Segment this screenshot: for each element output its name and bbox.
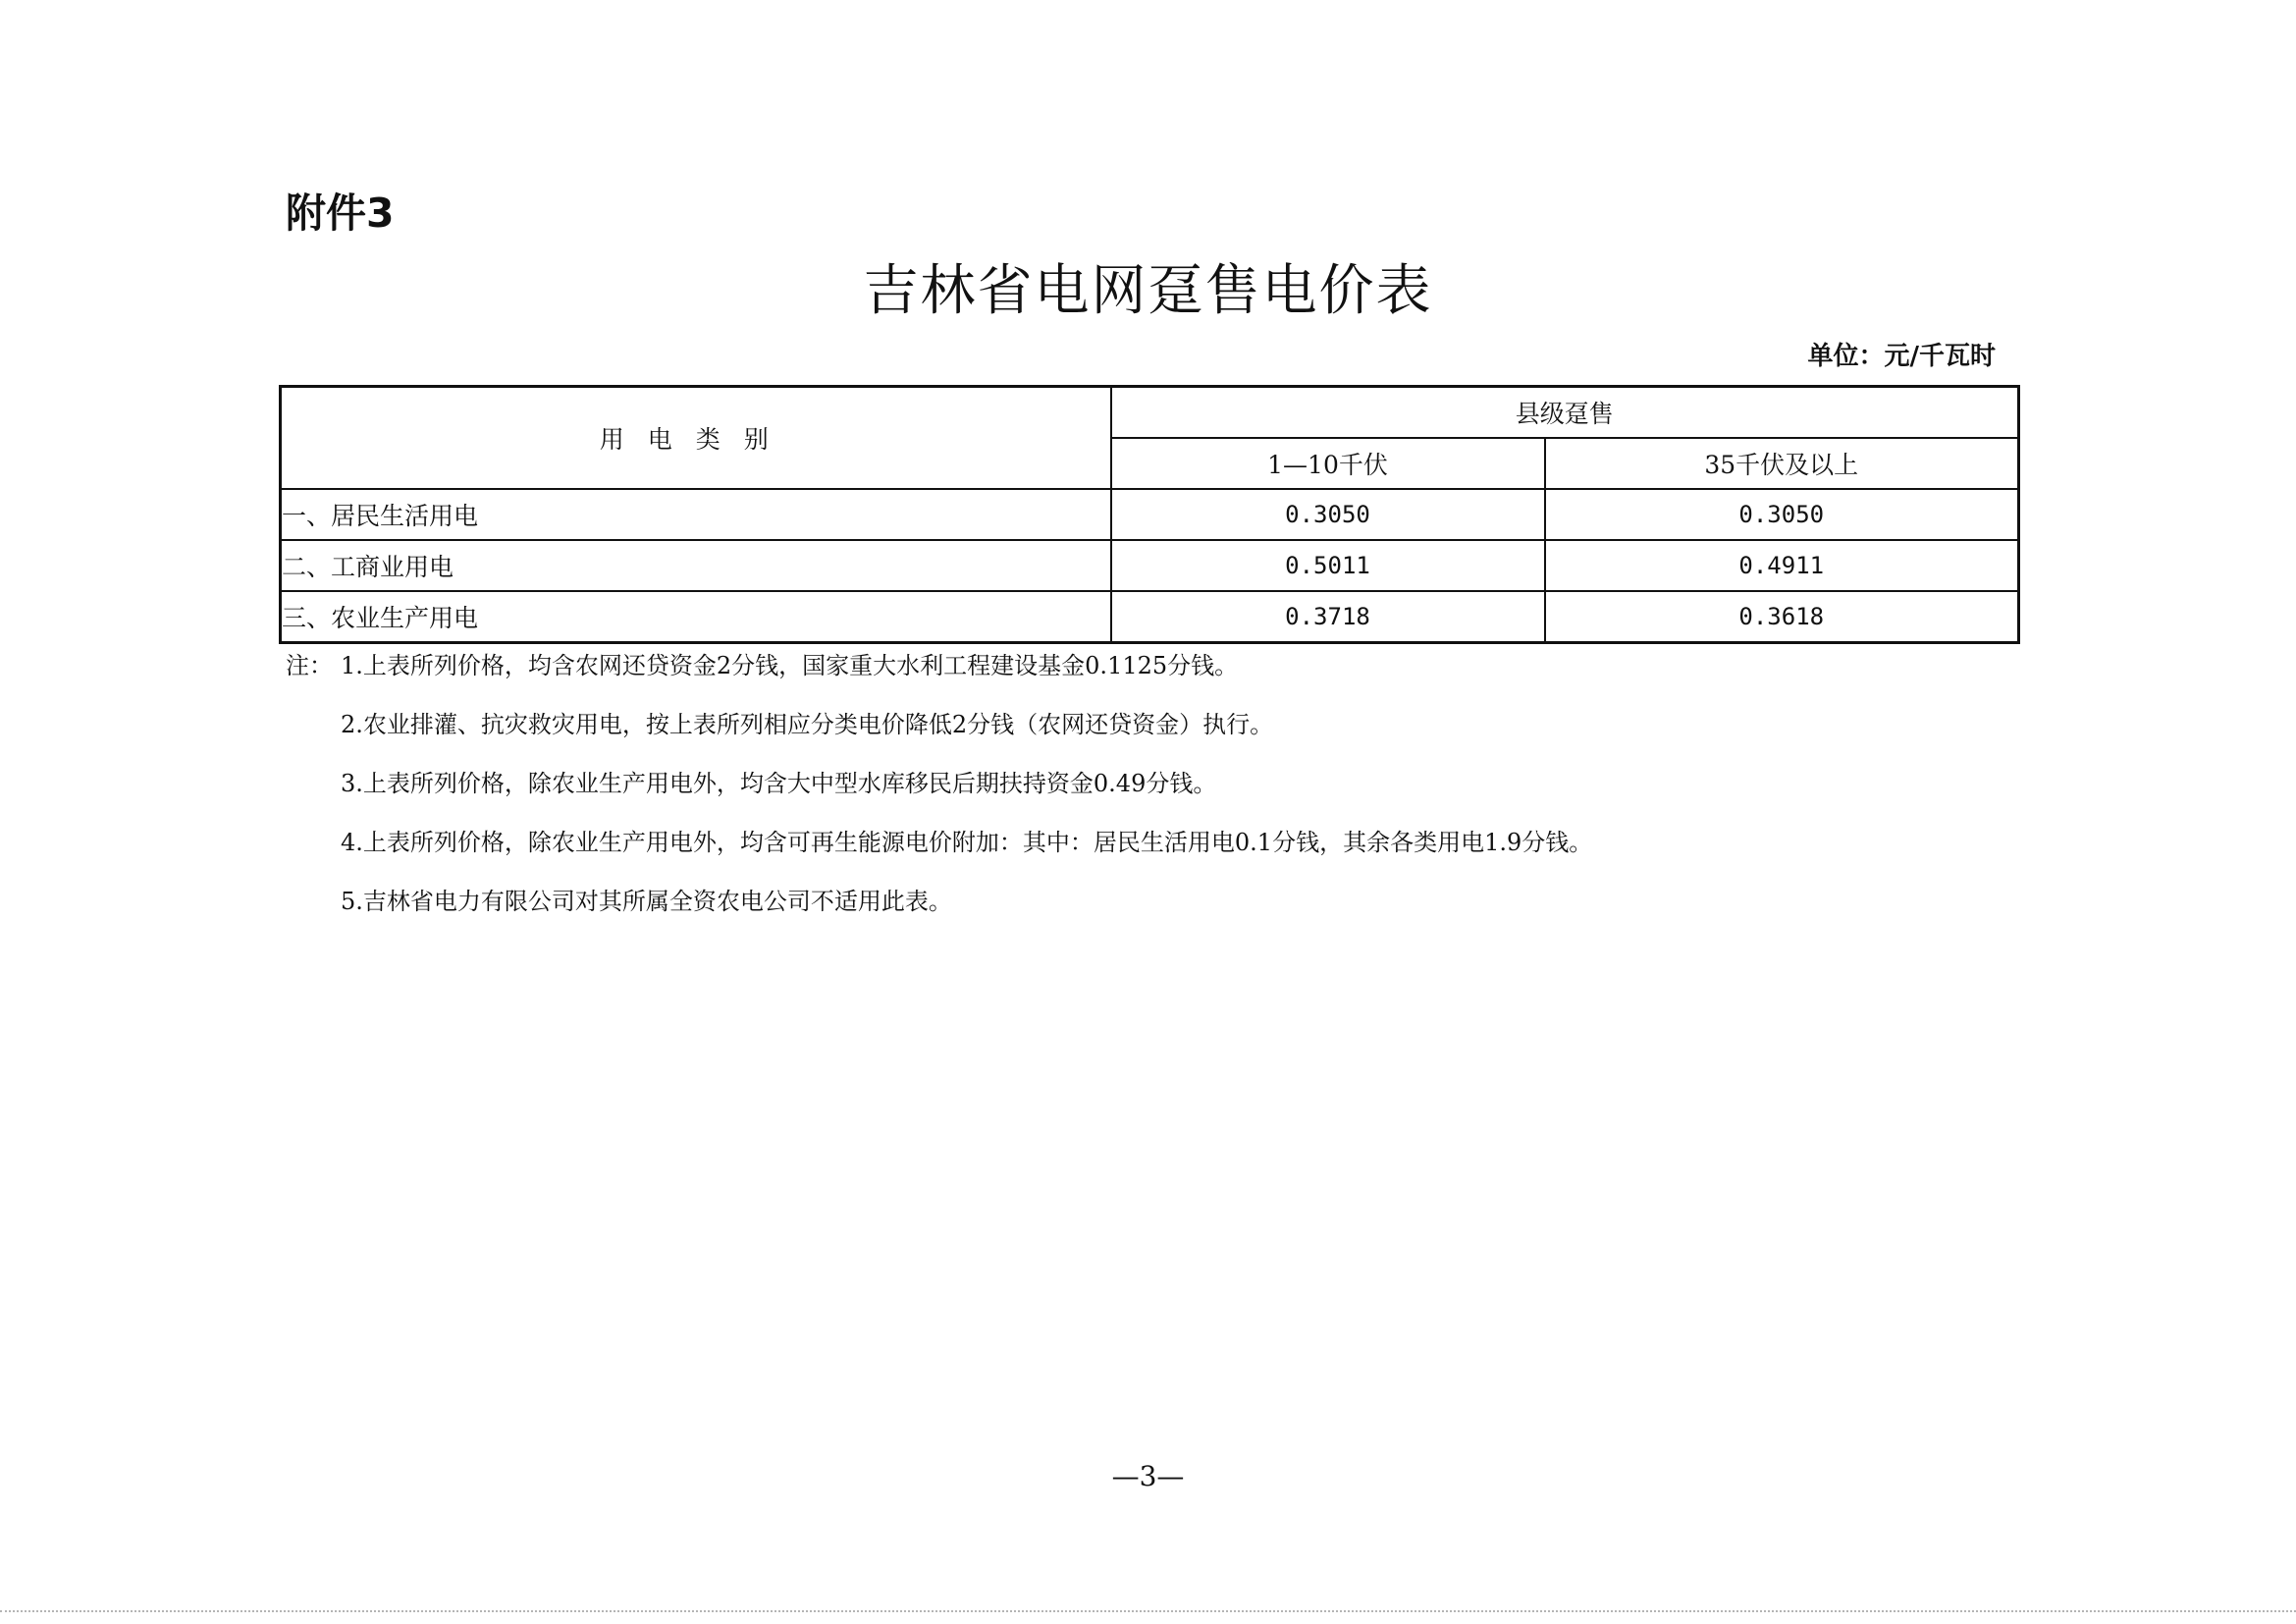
note-text: 1.上表所列价格，均含农网还贷资金2分钱，国家重大水利工程建设基金0.1125分钱。 bbox=[341, 652, 1239, 679]
table-row bbox=[281, 591, 2019, 643]
cell-value: 0.3050 bbox=[1111, 489, 1545, 540]
scan-edge-divider bbox=[0, 1610, 2296, 1612]
county-wholesale-header: 县级趸售 bbox=[1111, 387, 2019, 439]
notes-section bbox=[286, 648, 2013, 943]
note-item bbox=[286, 766, 2013, 825]
cell-value: 0.3050 bbox=[1545, 489, 2019, 540]
price-table bbox=[279, 385, 2020, 644]
cell-value: 0.3718 bbox=[1111, 591, 1545, 643]
cell-value: 0.4911 bbox=[1545, 540, 2019, 591]
note-text: 3.上表所列价格，除农业生产用电外，均含大中型水库移民后期扶持资金0.49分钱。 bbox=[341, 770, 1217, 797]
note-item bbox=[286, 648, 2013, 707]
cell-value: 0.3618 bbox=[1545, 591, 2019, 643]
note-item bbox=[286, 884, 2013, 943]
notes-prefix: 注： bbox=[286, 652, 333, 679]
note-text: 2.农业排灌、抗灾救灾用电，按上表所列相应分类电价降低2分钱（农网还贷资金）执行。 bbox=[341, 711, 1274, 738]
table-row bbox=[281, 540, 2019, 591]
row-label-industrial-commercial: 二、工商业用电 bbox=[281, 540, 1111, 591]
page-number: —3— bbox=[1111, 1460, 1185, 1492]
row-label-agricultural: 三、农业生产用电 bbox=[281, 591, 1111, 643]
category-header: 用电类别 bbox=[281, 387, 1111, 490]
note-item bbox=[286, 707, 2013, 766]
row-label-residential: 一、居民生活用电 bbox=[281, 489, 1111, 540]
note-item bbox=[286, 825, 2013, 884]
column-header-1-10kv: 1—10千伏 bbox=[1111, 438, 1545, 489]
note-text: 4.上表所列价格，除农业生产用电外，均含可再生能源电价附加：其中：居民生活用电0.1分钱，其余各类用电1.9分钱。 bbox=[341, 829, 1593, 856]
column-header-35kv-above: 35千伏及以上 bbox=[1545, 438, 2019, 489]
unit-label: 单位：元/千瓦时 bbox=[1807, 342, 1996, 371]
note-text: 5.吉林省电力有限公司对其所属全资农电公司不适用此表。 bbox=[341, 888, 952, 915]
cell-value: 0.5011 bbox=[1111, 540, 1545, 591]
page-title: 吉林省电网趸售电价表 bbox=[863, 259, 1433, 323]
table-header-row bbox=[281, 387, 2019, 439]
attachment-label: 附件3 bbox=[286, 189, 395, 237]
table-row bbox=[281, 489, 2019, 540]
